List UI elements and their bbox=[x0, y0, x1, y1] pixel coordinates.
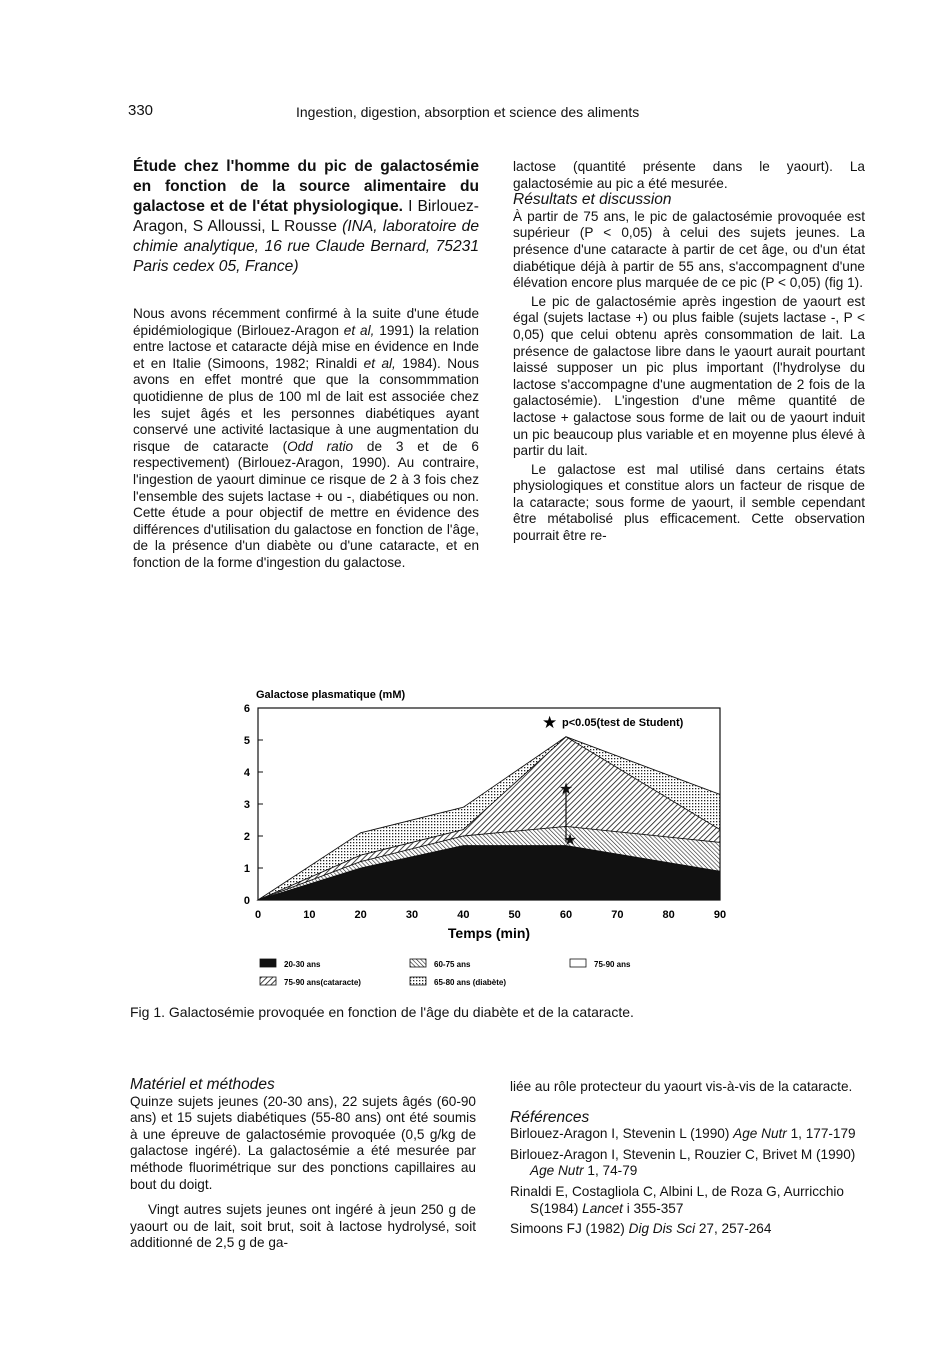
y-tick-label: 2 bbox=[243, 831, 250, 843]
x-tick-label: 70 bbox=[611, 909, 624, 921]
reference-list bbox=[510, 1126, 866, 1238]
y-tick-label: 1 bbox=[243, 863, 250, 875]
x-tick-label: 30 bbox=[405, 909, 419, 921]
figure-chart bbox=[230, 680, 750, 995]
x-tick-label: 50 bbox=[508, 909, 521, 921]
y-axis bbox=[244, 703, 263, 907]
legend-label: 75-90 ans bbox=[594, 960, 631, 969]
chart-ylabel: Galactose plasmatique (mM) bbox=[256, 689, 406, 701]
article-title-block bbox=[133, 157, 479, 277]
left-column-bottom bbox=[130, 1066, 476, 1252]
annotation-star-icon: ★ bbox=[542, 713, 558, 732]
intro-text: 1991) la relation entre lactose et cataracte déjà mise en évidence en Inde et en Italie (Simoons, 1982; Rinaldi bbox=[133, 322, 479, 371]
x-tick-label: 20 bbox=[354, 909, 367, 921]
intro-italic: et al, bbox=[343, 322, 375, 338]
plot-areas bbox=[258, 737, 720, 900]
legend-swatch bbox=[260, 977, 276, 985]
x-axis bbox=[255, 909, 726, 921]
results-paragraph-1: À partir de 75 ans, le pic de galactosémie provoquée est supérieur (P < 0,05) à celui des sujets jeunes. La présence d'une cataracte à partir de cet âge, ou d'un état diabétique déjà à partir de 55 ans, s'accompagnent d'une élévation encore plus marquée de ce pic (P < 0,05) (fig 1). bbox=[513, 208, 865, 291]
legend-swatch bbox=[570, 959, 586, 967]
running-title: Ingestion, digestion, absorption et science des aliments bbox=[296, 104, 640, 120]
article-authors: I Birlouez-Aragon, S Alloussi, L Rousse bbox=[133, 198, 479, 235]
article-title: Étude chez l'homme du pic de galactosémie en fonction de la source alimentaire du galactose et de l'état physiologique. bbox=[133, 158, 479, 215]
x-tick-label: 60 bbox=[559, 909, 573, 921]
y-tick-label: 4 bbox=[243, 767, 250, 779]
right-column-top bbox=[513, 159, 865, 545]
chart-xlabel: Temps (min) bbox=[447, 925, 531, 941]
figure-caption: Fig 1. Galactosémie provoquée en fonction de l'âge du diabète et de la cataracte. bbox=[130, 1004, 634, 1020]
legend-swatch bbox=[260, 959, 276, 967]
left-column-top bbox=[133, 157, 479, 572]
results-paragraph-3: Le galactose est mal utilisé dans certains états physiologiques et constitue alors un facteur de risque de la cataracte; sous forme de yaourt, il semble cependant être métabolisé plus efficacement. Cette observation pourrait être re- bbox=[513, 461, 865, 544]
y-tick-label: 0 bbox=[243, 895, 250, 907]
intro-text: 1984). Nous avons en effet montré que que la consommmation quotidienne de plus de 100 ml de lait est associée chez les sujet âgés et les personnes diabétiques ayant conservé une activité lactasique à une augmentation du risque de cataracte ( bbox=[133, 355, 479, 454]
x-tick-label: 40 bbox=[457, 909, 470, 921]
intro-text: de 3 et de 6 respectivement) (Birlouez-Aragon, 1990). Au contraire, l'ingestion de yaourt diminue ce risque de 2 à 3 fois chez l'ensemble des sujets lactase + ou -, diabétiques ou non. Cette étude a pour objectif de mettre en évidence des différences d'utilisation du galactose en fonction de l'âge, de la présence d'un diabète ou d'une cataracte, et en fonction de la forme d'ingestion du galactose. bbox=[133, 438, 479, 570]
methods-heading: Matériel et méthodes bbox=[130, 1076, 275, 1093]
reference-item: Birlouez-Aragon I, Stevenin L (1990) Age Nutr 1, 177-179 bbox=[510, 1126, 856, 1142]
chart-legend bbox=[260, 959, 631, 987]
x-tick-label: 0 bbox=[254, 909, 262, 921]
x-tick-label: 90 bbox=[713, 909, 727, 921]
legend-label: 20-30 ans bbox=[284, 960, 321, 969]
x-tick-label: 80 bbox=[662, 909, 675, 921]
star-icon: ★ bbox=[558, 781, 574, 798]
methods-paragraph-1: Quinze sujets jeunes (20-30 ans), 22 sujets âgés (60-90 ans) et 15 sujets diabétiques (55-80 ans) ont été soumis à une épreuve de galactosémie provoquée (0,5 g/kg de galactose ingéré). La galactosémie a été mesurée par méthode fluorimétrique sur des ponctions capillaires au bout du doigt. bbox=[130, 1093, 476, 1192]
intro-italic: Odd ratio bbox=[287, 438, 354, 454]
right-top-paragraph: lactose (quantité présente dans le yaourt). La galactosémie au pic a été mesurée. bbox=[513, 159, 865, 191]
results-heading: Résultats et discussion bbox=[513, 191, 672, 209]
right-column-bottom bbox=[510, 1079, 866, 1242]
legend-swatch bbox=[410, 959, 426, 967]
annotation-text: p<0.05(test de Student) bbox=[562, 717, 684, 729]
page-number: 330 bbox=[128, 102, 154, 119]
chart-annotation bbox=[542, 713, 684, 732]
article-affiliation: (INA, laboratoire de chimie analytique, 16 rue Claude Bernard, 75231 Paris cedex 05, France) bbox=[133, 218, 479, 275]
x-tick-label: 10 bbox=[303, 909, 316, 921]
methods-paragraph-2: Vingt autres sujets jeunes ont ingéré à jeun 250 g de yaourt ou de lait, soit brut, soit à lactose hydrolysé, soit additionné de 2,5 g de ga- bbox=[130, 1202, 476, 1251]
reference-item: Birlouez-Aragon I, Stevenin L, Rouzier C, Brivet M (1990) Age Nutr 1, 74-79 bbox=[510, 1146, 856, 1179]
legend-swatch bbox=[410, 977, 426, 985]
y-tick-label: 5 bbox=[243, 735, 250, 747]
y-tick-label: 3 bbox=[243, 799, 250, 811]
intro-italic: et al, bbox=[363, 355, 396, 371]
legend-label: 75-90 ans(cataracte) bbox=[284, 978, 361, 987]
star-icon: ★ bbox=[562, 832, 578, 850]
legend-label: 65-80 ans (diabète) bbox=[434, 978, 507, 987]
references-heading: Références bbox=[510, 1108, 590, 1126]
y-tick-label: 6 bbox=[243, 703, 250, 715]
reference-item: Simoons FJ (1982) Dig Dis Sci 27, 257-264 bbox=[510, 1221, 772, 1237]
results-paragraph-2: Le pic de galactosémie après ingestion de yaourt est égal (sujets lactase +) ou plus faible (sujets lactase -, P < 0,05) que celui obtenu après consommation de lait. La présence de galactose libre dans le yaourt aurait pourtant laissé supposer un pic plus important (l'hydrolyse du lactose s'accompagne d'une augmentation de 2 fois de la galactosémie). L'ingestion d'une même quantité de lactose + galactose sous forme de lait ou de yaourt induit un pic beaucoup plus variable et en moyenne plus élevé à partir du lait. bbox=[513, 293, 865, 459]
intro-text: Nous avons récemment confirmé à la suite d'une étude épidémiologique (Birlouez-Aragon bbox=[133, 306, 479, 338]
reference-item: Rinaldi E, Costagliola C, Albini L, de Roza G, Aurricchio S(1984) Lancet i 355-357 bbox=[510, 1183, 844, 1216]
intro-paragraph bbox=[133, 306, 479, 572]
legend-label: 60-75 ans bbox=[434, 960, 471, 969]
right-bottom-paragraph: liée au rôle protecteur du yaourt vis-à-vis de la cataracte. bbox=[510, 1079, 853, 1094]
